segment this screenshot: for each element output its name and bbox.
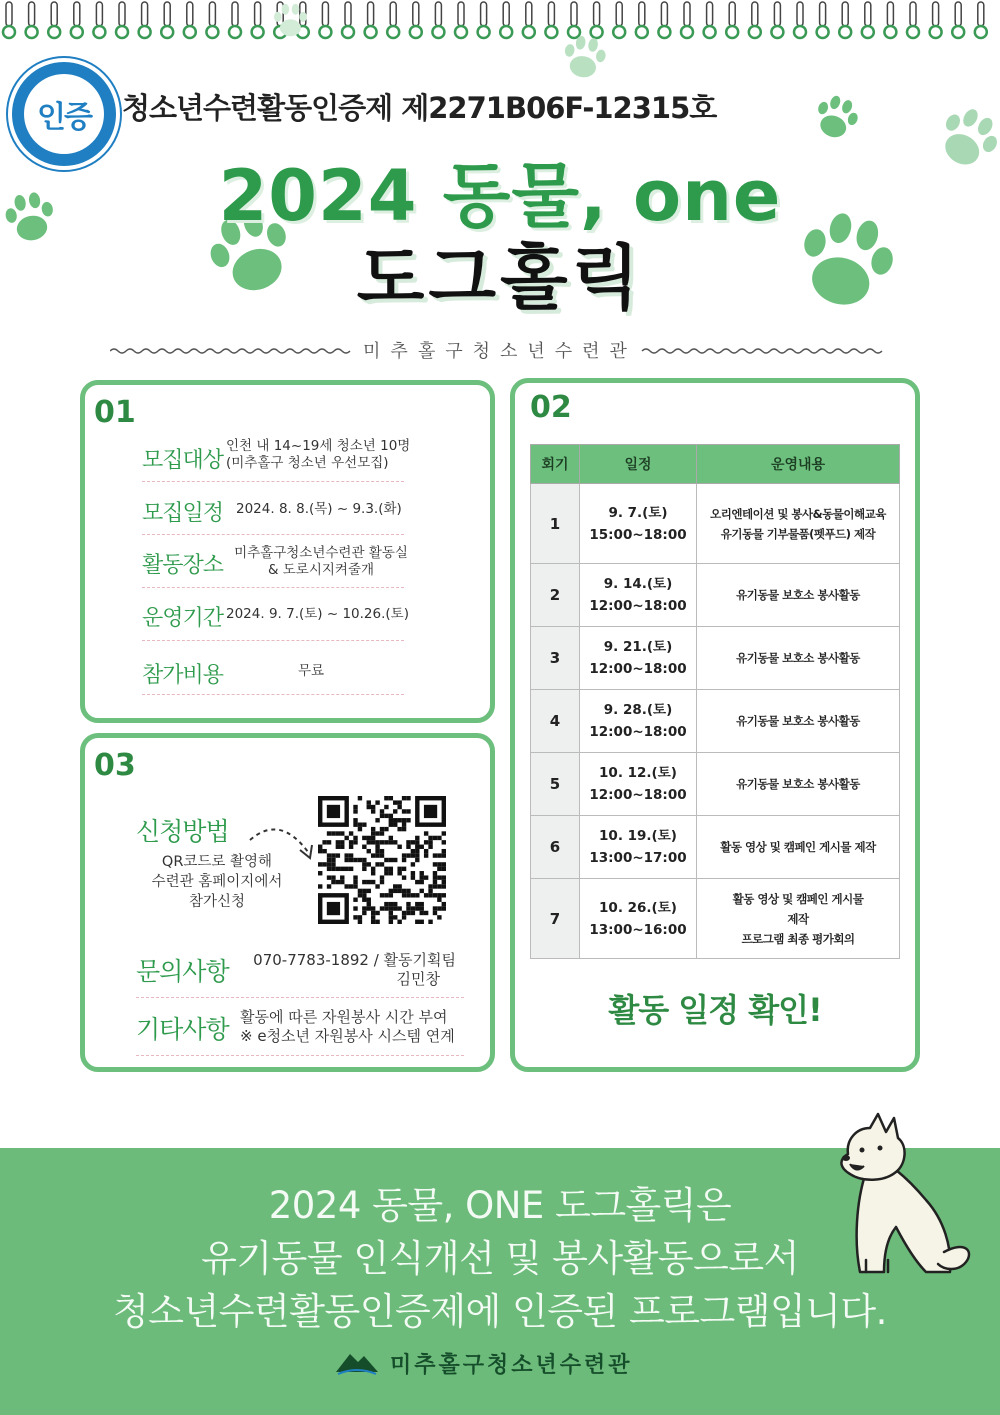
footer-message-line: 2024 동물, ONE 도그홀릭은 [268, 1184, 732, 1227]
schedule-check-text: 활동 일정 확인! [608, 991, 822, 1029]
paw-icon [560, 32, 608, 82]
logo-text: 인증 [37, 100, 91, 135]
page-subtitle: 도그홀릭 [356, 237, 644, 319]
table-row [531, 690, 900, 753]
page-title: 2024 동물, one [218, 155, 782, 237]
paw-icon [812, 92, 860, 142]
recruit-target-value: 인천 내 14~19세 청소년 10명 (미추홀구 청소년 우선모집) [226, 438, 411, 471]
column-header: 일정 [580, 445, 697, 484]
recruit-period-label: 모집일정 [142, 501, 224, 526]
session-description: 유기동물 보호소 봉사활동 [697, 690, 900, 753]
session-date: 9. 14.(토) 12:00~18:00 [580, 564, 697, 627]
fee-label: 참가비용 [142, 663, 224, 688]
etc-label: 기타사항 [136, 1015, 229, 1044]
certification-number: 청소년수련활동인증제 제2271B06F-12315호 [122, 91, 717, 125]
session-date: 10. 26.(토) 13:00~16:00 [580, 879, 697, 959]
footer-org-name: 미추홀구청소년수련관 [390, 1353, 633, 1378]
session-date: 10. 12.(토) 12:00~18:00 [580, 753, 697, 816]
arrow-icon [246, 818, 318, 868]
divider [142, 694, 404, 695]
operation-period-value: 2024. 9. 7.(토) ~ 10.26.(토) [226, 606, 409, 622]
session-description: 오리엔테이션 및 봉사&동물이해교육 유기동물 기부물품(펫푸드) 제작 [697, 484, 900, 564]
paw-icon [270, 0, 310, 40]
table-row [531, 816, 900, 879]
table-row [531, 627, 900, 690]
session-description: 유기동물 보호소 봉사활동 [697, 564, 900, 627]
contact-value: 070-7783-1892 / 활동기획팀 김민창 [253, 951, 456, 988]
fee-value: 무료 [298, 663, 325, 679]
mountain-logo-icon [334, 1346, 380, 1376]
divider [136, 1055, 464, 1056]
session-description: 유기동물 보호소 봉사활동 [697, 627, 900, 690]
recruit-period-value: 2024. 8. 8.(목) ~ 9.3.(화) [236, 501, 402, 517]
schedule-table [530, 444, 900, 959]
contact-label: 문의사항 [136, 957, 229, 986]
session-number: 6 [531, 816, 580, 879]
session-number: 1 [531, 484, 580, 564]
divider [142, 640, 404, 641]
divider [142, 534, 404, 535]
session-number: 4 [531, 690, 580, 753]
footer-message-line: 유기동물 인식개선 및 봉사활동으로서 [201, 1237, 799, 1280]
table-row [531, 753, 900, 816]
session-number: 5 [531, 753, 580, 816]
session-date: 10. 19.(토) 13:00~17:00 [580, 816, 697, 879]
section-number: 01 [94, 395, 136, 430]
session-date: 9. 28.(토) 12:00~18:00 [580, 690, 697, 753]
section-number: 03 [94, 748, 136, 783]
footer-message-line: 청소년수련활동인증제에 인증된 프로그램입니다. [113, 1290, 887, 1333]
venue-label: 활동장소 [142, 553, 224, 578]
divider [142, 587, 404, 588]
session-date: 9. 21.(토) 12:00~18:00 [580, 627, 697, 690]
qr-code[interactable] [318, 796, 446, 924]
etc-value: 활동에 따른 자원봉사 시간 부여 ※ e청소년 자원봉사 시스템 연계 [240, 1008, 455, 1045]
apply-method-label: 신청방법 [136, 817, 229, 846]
table-row [531, 564, 900, 627]
binding-rings [0, 0, 1000, 44]
session-description: 활동 영상 및 캠페인 게시물 제작 프로그램 최종 평가회의 [697, 879, 900, 959]
operation-period-label: 운영기간 [142, 606, 224, 631]
divider [142, 481, 404, 482]
session-date: 9. 7.(토) 15:00~18:00 [580, 484, 697, 564]
section-number: 02 [530, 390, 572, 425]
session-number: 7 [531, 879, 580, 959]
table-row [531, 484, 900, 564]
table-row [531, 879, 900, 959]
session-number: 3 [531, 627, 580, 690]
divider [136, 997, 464, 998]
session-number: 2 [531, 564, 580, 627]
column-header: 회기 [531, 445, 580, 484]
session-description: 활동 영상 및 캠페인 게시물 제작 [697, 816, 900, 879]
venue-value: 미추홀구청소년수련관 활동실 & 도로시지켜줄개 [234, 545, 408, 578]
recruit-target-label: 모집대상 [142, 448, 224, 473]
apply-method-text: QR코드로 촬영해 수련관 홈페이지에서 참가신청 [151, 854, 283, 910]
organizer-name: 미추홀구청소년수련관 [363, 341, 637, 362]
column-header: 운영내용 [697, 445, 900, 484]
dog-illustration [826, 1112, 986, 1282]
session-description: 유기동물 보호소 봉사활동 [697, 753, 900, 816]
